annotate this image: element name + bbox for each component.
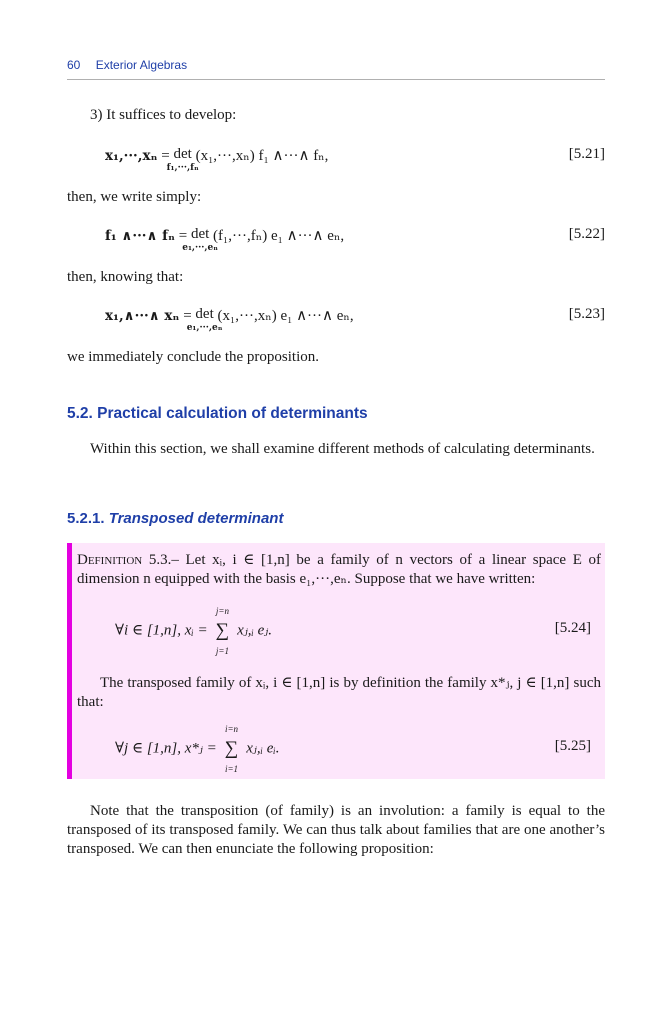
eq522-det: det [190,226,210,242]
eq523-lhs: x₁,∧···∧ xₙ [105,308,180,324]
eq524-sum-top: j=n [215,606,229,616]
subsection-heading [67,510,283,527]
eq522-rhs: (f₁,···,fₙ) e₁ ∧···∧ eₙ, [213,228,345,244]
definition-label-number: 5.3.– [148,552,186,568]
eq525-sum-top: i=n [224,724,239,734]
definition-label: Definition [77,552,143,568]
eq524-sum: ∑ j=n j=1 [215,606,230,656]
eq522-lhs: f₁ ∧···∧ fₙ [105,228,175,244]
definition-body-1: Let xᵢ, i ∈ [1,n] be a family of n vectors of a linear space E of dimension n equipped with the basis e₁,···,eₙ. Suppose that we have written: [77,552,601,587]
eq521-number: [5.21] [568,146,605,162]
page-number: 60 [67,58,81,72]
section-title: Practical calculation of determinants [97,405,368,422]
conclusion-paragraph: we immediately conclude the proposition. [67,349,320,365]
eq525-number: [5.25] [554,738,591,754]
subsection-number: 5.2.1. [67,510,105,527]
eq523-det: det [195,306,214,322]
eq522-number: [5.22] [568,226,605,242]
closing-paragraph: Note that the transposition (of family) is an involution: a family is equal to the transposed of its transposed family. We can thus talk about families that are one another’s transposed. We can then enunciate the following proposition: [67,803,605,857]
header-rule [67,79,605,80]
chapter-title: Exterior Algebras [95,58,188,72]
eq525-sum: ∑ i=n i=1 [224,724,239,774]
then-paragraph-2: then, knowing that: [67,269,184,285]
eq521-rhs: (x₁,···,xₙ) f₁ ∧···∧ fₙ, [195,148,329,164]
section-intro-paragraph: Within this section, we shall examine different methods of calculating determinants. [90,441,595,457]
definition-text-1 [77,551,601,589]
running-header [67,58,605,72]
eq524-sum-bottom: j=1 [215,646,229,656]
section-number: 5.2. [67,405,93,422]
section-heading [67,405,368,423]
eq522-det-subscript: e₁,···,eₙ [182,243,218,253]
eq525-lead: ∀j ∈ [1,n], x*ⱼ = [115,740,217,757]
eq525-sum-bottom: i=1 [224,764,239,774]
eq523-det-subscript: e₁,···,eₙ [186,323,223,333]
eq525-body: xⱼ,ᵢ eᵢ. [246,740,280,757]
equation-5-24 [77,606,591,656]
definition-text-2: The transposed family of xᵢ, i ∈ [1,n] is by definition the family x*ⱼ, j ∈ [1,n] such that: [77,675,601,710]
eq521-det-subscript: f₁,···,fₙ [166,163,199,173]
equation-5-21: x₁,···,xₙ = det f₁,···,fₙ (x₁,···,xₙ) f₁ ∧···∧ fₙ, [5.21] [105,146,605,173]
subsection-title: Transposed determinant [108,510,284,527]
eq524-lead: ∀i ∈ [1,n], xᵢ = [115,622,208,639]
equation-5-23: x₁,∧···∧ xₙ = det e₁,···,eₙ (x₁,···,xₙ) e₁ ∧···∧ eₙ, [5.23] [105,306,605,333]
eq524-body: xⱼ,ᵢ eⱼ. [237,622,273,639]
eq521-det: det [173,146,192,162]
then-paragraph-1: then, we write simply: [67,189,202,205]
equation-5-22: f₁ ∧···∧ fₙ = det e₁,···,eₙ (f₁,···,fₙ) e₁ ∧···∧ eₙ, [5.22] [105,226,605,253]
eq521-lhs: x₁,···,xₙ [105,148,158,164]
eq524-number: [5.24] [554,620,591,636]
equation-5-25 [77,724,591,774]
eq523-number: [5.23] [568,306,605,322]
eq523-rhs: (x₁,···,xₙ) e₁ ∧···∧ eₙ, [217,308,354,324]
intro-paragraph: 3) It suffices to develop: [90,107,237,123]
